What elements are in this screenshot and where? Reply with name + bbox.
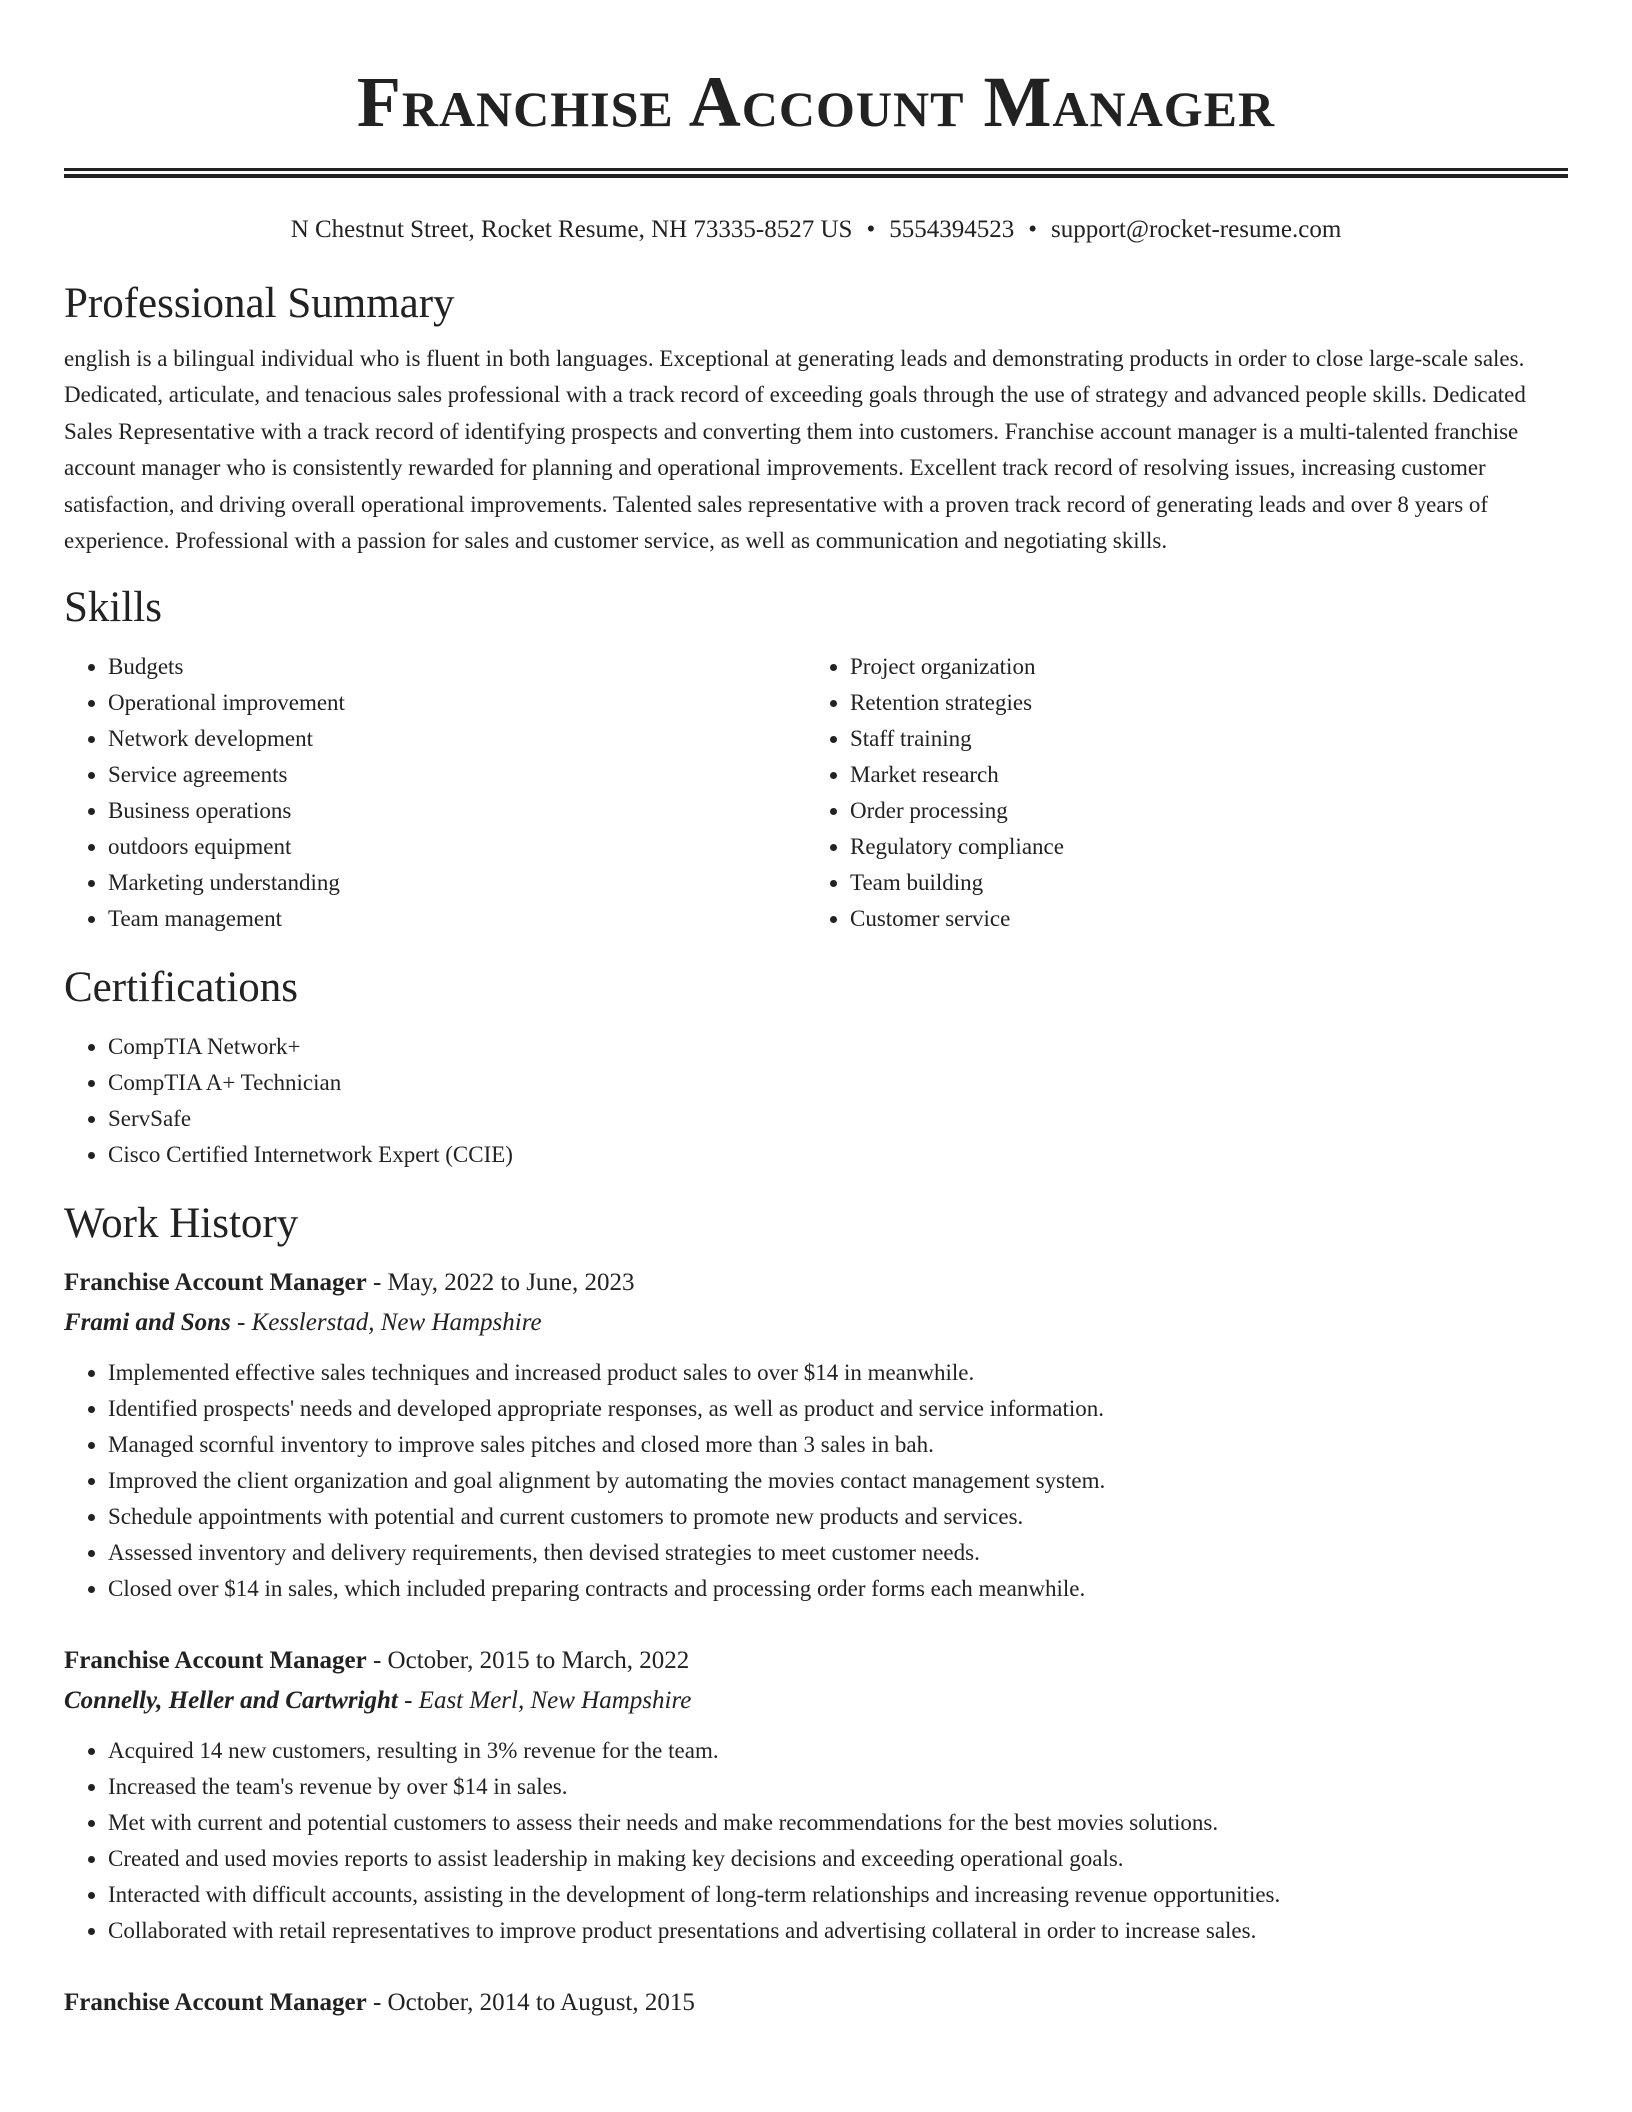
certification-item: • Cisco Certified Internetwork Expert (CCIE): [108, 1137, 1568, 1173]
job-bullet: • Closed over $14 in sales, which included preparing contracts and processing order forms each meanwhile.: [108, 1571, 1568, 1607]
skill-item: • Network development: [108, 721, 806, 757]
job-bullet: • Acquired 14 new customers, resulting in 3% revenue for the team.: [108, 1733, 1568, 1769]
bullet-separator: •: [1028, 216, 1037, 243]
job-dates: - October, 2014 to August, 2015: [366, 1989, 695, 2017]
skill-item: • Customer service: [850, 901, 1548, 937]
certification-item: • CompTIA Network+: [108, 1029, 1568, 1065]
job-title-line: [64, 1263, 1568, 1303]
skill-item: • Service agreements: [108, 757, 806, 793]
job-entry: [64, 1641, 1568, 1949]
summary-heading: Professional Summary: [64, 280, 455, 327]
job-entry: [64, 1983, 1568, 2023]
skill-item: • outdoors equipment: [108, 829, 806, 865]
job-bullet: • Met with current and potential customers to assess their needs and make recommendations for the best movies solutions.: [108, 1805, 1568, 1841]
contact-line: [64, 215, 1568, 245]
job-location: - Kesslerstad, New Hampshire: [230, 1309, 542, 1337]
title-double-rule: [64, 168, 1568, 178]
skill-item: • Marketing understanding: [108, 865, 806, 901]
skills-columns: [64, 649, 1568, 937]
skill-item: • Operational improvement: [108, 685, 806, 721]
skill-item: • Business operations: [108, 793, 806, 829]
skill-item: • Regulatory compliance: [850, 829, 1548, 865]
contact-address: N Chestnut Street, Rocket Resume, NH 73335-8527 US: [290, 216, 853, 243]
job-bullets: [64, 1355, 1568, 1607]
job-bullet: • Managed scornful inventory to improve sales pitches and closed more than 3 sales in bah.: [108, 1427, 1568, 1463]
job-bullet: • Increased the team's revenue by over $14 in sales.: [108, 1769, 1568, 1805]
resume-page: [64, 0, 1568, 2023]
skill-item: • Order processing: [850, 793, 1548, 829]
job-title-line: [64, 1641, 1568, 1681]
job-dates: - October, 2015 to March, 2022: [366, 1647, 690, 1675]
job-company: Frami and Sons: [64, 1309, 231, 1337]
job-title: Franchise Account Manager: [64, 1647, 367, 1675]
job-bullet: • Improved the client organization and goal alignment by automating the movies contact management system.: [108, 1463, 1568, 1499]
job-title: Franchise Account Manager: [64, 1989, 367, 2017]
job-bullet: • Identified prospects' needs and developed appropriate responses, as well as product and service information.: [108, 1391, 1568, 1427]
skill-item: • Staff training: [850, 721, 1548, 757]
job-company-line: [64, 1303, 1568, 1343]
job-location: - East Merl, New Hampshire: [397, 1687, 692, 1715]
job-entry: [64, 1263, 1568, 1607]
job-title: Franchise Account Manager: [64, 1269, 367, 1297]
skill-item: • Team building: [850, 865, 1548, 901]
skills-heading: Skills: [64, 584, 162, 632]
certifications-heading: Certifications: [64, 964, 299, 1012]
skills-list-right: [806, 649, 1548, 937]
skill-item: • Project organization: [850, 649, 1548, 685]
job-bullet: • Interacted with difficult accounts, assisting in the development of long-term relationships and increasing revenue opportunities.: [108, 1877, 1568, 1913]
skill-item: • Budgets: [108, 649, 806, 685]
skills-list-left: [64, 649, 806, 937]
certifications-list: [64, 1029, 1568, 1173]
certification-item: • ServSafe: [108, 1101, 1568, 1137]
certification-item: • CompTIA A+ Technician: [108, 1065, 1568, 1101]
job-bullet: • Assessed inventory and delivery requirements, then devised strategies to meet customer needs.: [108, 1535, 1568, 1571]
job-dates: - May, 2022 to June, 2023: [366, 1269, 635, 1297]
work-history-heading: Work History: [64, 1200, 299, 1248]
skill-item: • Team management: [108, 901, 806, 937]
job-bullets: [64, 1733, 1568, 1949]
contact-phone: 5554394523: [889, 216, 1015, 243]
job-bullet: • Implemented effective sales techniques and increased product sales to over $14 in meanwhile.: [108, 1355, 1568, 1391]
summary-text: english is a bilingual individual who is fluent in both languages. Exceptional at generating leads and demonstrating products in order to close large-scale sales. Dedicated, articulate, and tenacious sales professional with a track record of exceeding goals through the use of strategy and advanced people skills. Dedicated Sales Representative with a track record of identifying prospects and converting them into customers. Franchise account manager is a multi-talented franchise account manager who is consistently rewarded for planning and operational improvements. Excellent track record of resolving issues, increasing customer satisfaction, and driving overall operational improvements. Talented sales representative with a proven track record of generating leads and over 8 years of experience. Professional with a passion for sales and customer service, as well as communication and negotiating skills.: [64, 346, 1526, 554]
job-bullet: • Schedule appointments with potential and current customers to promote new products and services.: [108, 1499, 1568, 1535]
job-bullet: • Created and used movies reports to assist leadership in making key decisions and exceeding operational goals.: [108, 1841, 1568, 1877]
contact-email: support@rocket-resume.com: [1051, 216, 1342, 243]
job-company-line: [64, 1681, 1568, 1721]
skill-item: • Market research: [850, 757, 1548, 793]
resume-title: Franchise Account Manager: [356, 62, 1276, 142]
skill-item: • Retention strategies: [850, 685, 1548, 721]
bullet-separator: •: [866, 216, 876, 243]
job-company: Connelly, Heller and Cartwright: [64, 1687, 398, 1715]
job-title-line: [64, 1983, 1568, 2023]
job-bullet: • Collaborated with retail representatives to improve product presentations and advertising collateral in order to increase sales.: [108, 1913, 1568, 1949]
